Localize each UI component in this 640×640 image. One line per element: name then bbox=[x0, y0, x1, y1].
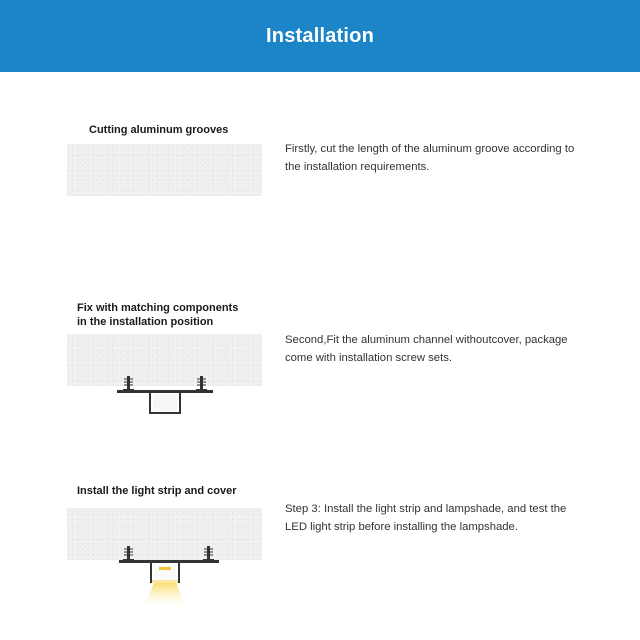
channel-flange bbox=[119, 560, 219, 563]
step-2-description: Second,Fit the aluminum channel withoutcover, package come with installation screw sets. bbox=[285, 334, 568, 364]
step-1-ceiling-image bbox=[67, 144, 262, 196]
step-3-description: Step 3: Install the light strip and lampshade, and test the LED light strip before installing the lampshade. bbox=[285, 503, 567, 533]
channel-flange bbox=[117, 390, 213, 393]
screw-icon bbox=[196, 376, 207, 392]
light-beam bbox=[145, 580, 185, 606]
screw-icon bbox=[123, 376, 134, 392]
step-1-description: Firstly, cut the length of the aluminum groove according to the installation requirements. bbox=[285, 143, 575, 173]
screw-icon bbox=[123, 546, 134, 562]
screw-icon bbox=[203, 546, 214, 562]
step-1-heading: Cutting aluminum grooves bbox=[89, 124, 229, 136]
step-3-heading: Install the light strip and cover bbox=[77, 485, 237, 497]
led-strip bbox=[159, 567, 171, 570]
step-2-heading: Fix with matching components in the installation position bbox=[77, 302, 239, 328]
header-bar bbox=[0, 0, 640, 72]
lampshade-cover bbox=[152, 580, 178, 583]
step-2-channel-diagram bbox=[67, 370, 262, 420]
page-title: Installation bbox=[266, 24, 374, 47]
step-3-lit-channel-diagram bbox=[67, 540, 262, 610]
